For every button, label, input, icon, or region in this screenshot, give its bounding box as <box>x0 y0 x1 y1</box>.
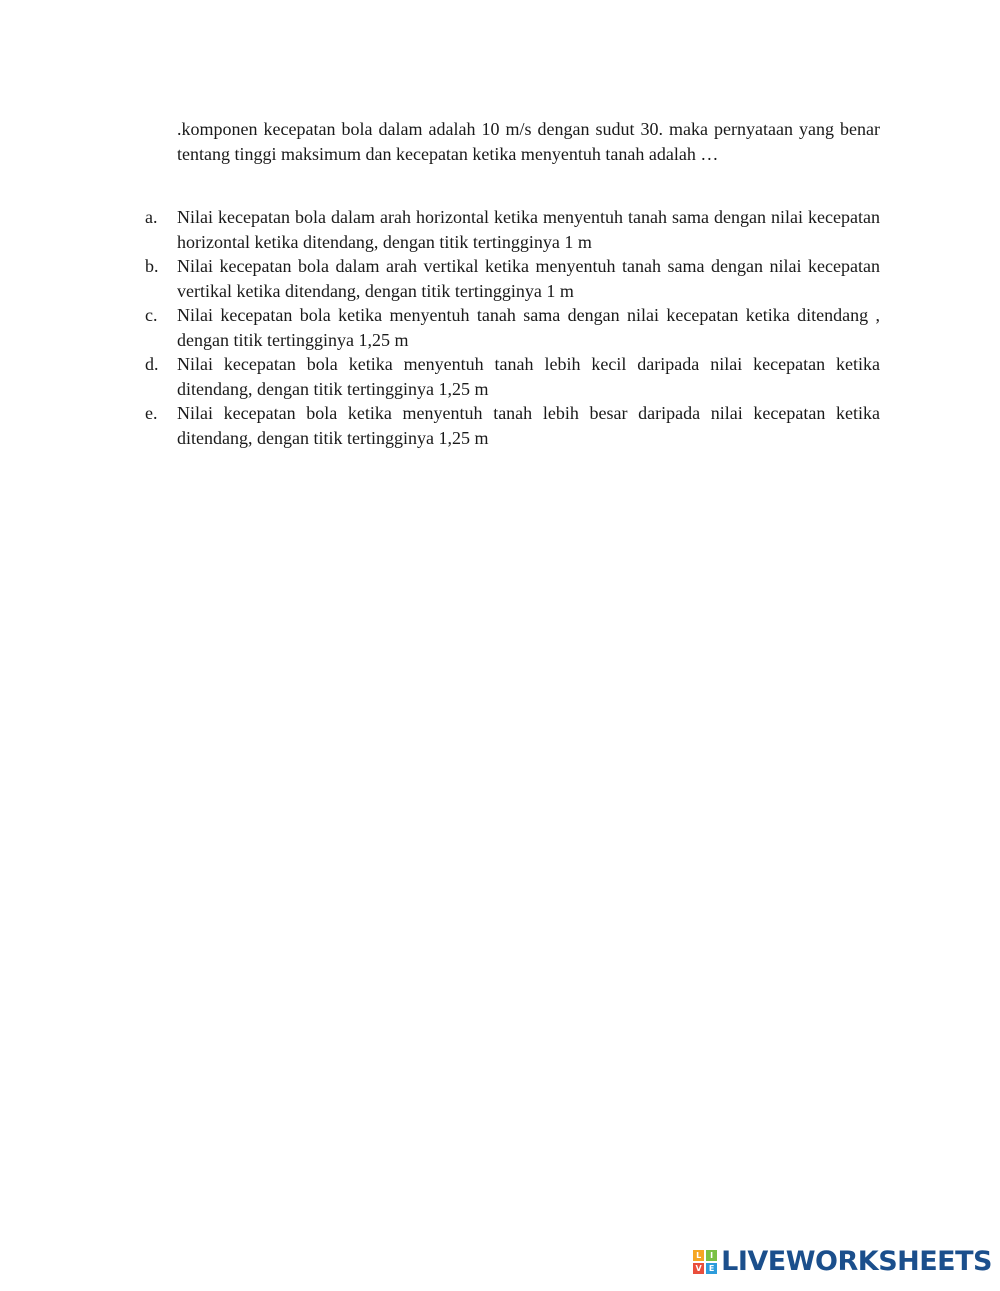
option-text: Nilai kecepatan bola ketika menyentuh tanah lebih besar daripada nilai kecepatan ketika ditendang, dengan titik tertingginya 1,25 m <box>177 403 880 448</box>
option-b[interactable] <box>145 254 880 303</box>
answer-options <box>145 205 880 450</box>
option-e[interactable] <box>145 401 880 450</box>
option-text: Nilai kecepatan bola ketika menyentuh tanah sama dengan nilai kecepatan ketika ditendang , dengan titik tertingginya 1,25 m <box>177 305 880 350</box>
option-text: Nilai kecepatan bola dalam arah horizontal ketika menyentuh tanah sama dengan nilai kecepatan horizontal ketika ditendang, dengan titik tertingginya 1 m <box>177 207 880 252</box>
option-text: Nilai kecepatan bola ketika menyentuh tanah lebih kecil daripada nilai kecepatan ketika ditendang, dengan titik tertingginya 1,25 m <box>177 354 880 399</box>
logo-mark-l: L <box>693 1250 704 1261</box>
option-a[interactable] <box>145 205 880 254</box>
logo-mark-icon <box>693 1250 717 1274</box>
logo-mark-i: I <box>706 1250 717 1261</box>
logo-mark-v: V <box>693 1263 704 1274</box>
liveworksheets-logo[interactable] <box>693 1245 992 1279</box>
option-letter: b. <box>145 256 159 276</box>
option-letter: a. <box>145 207 158 227</box>
option-letter: c. <box>145 305 158 325</box>
option-letter: d. <box>145 354 159 374</box>
option-letter: e. <box>145 403 158 423</box>
option-text: Nilai kecepatan bola dalam arah vertikal ketika menyentuh tanah sama dengan nilai kecepatan vertikal ketika ditendang, dengan titik tertingginya 1 m <box>177 256 880 301</box>
option-c[interactable] <box>145 303 880 352</box>
option-d[interactable] <box>145 352 880 401</box>
question-stem: .komponen kecepatan bola dalam adalah 10 m/s dengan sudut 30. maka pernyataan yang benar tentang tinggi maksimum dan kecepatan ketika menyentuh tanah adalah … <box>177 119 880 164</box>
logo-text: LIVEWORKSHEETS <box>721 1246 992 1277</box>
logo-mark-e: E <box>706 1263 717 1274</box>
